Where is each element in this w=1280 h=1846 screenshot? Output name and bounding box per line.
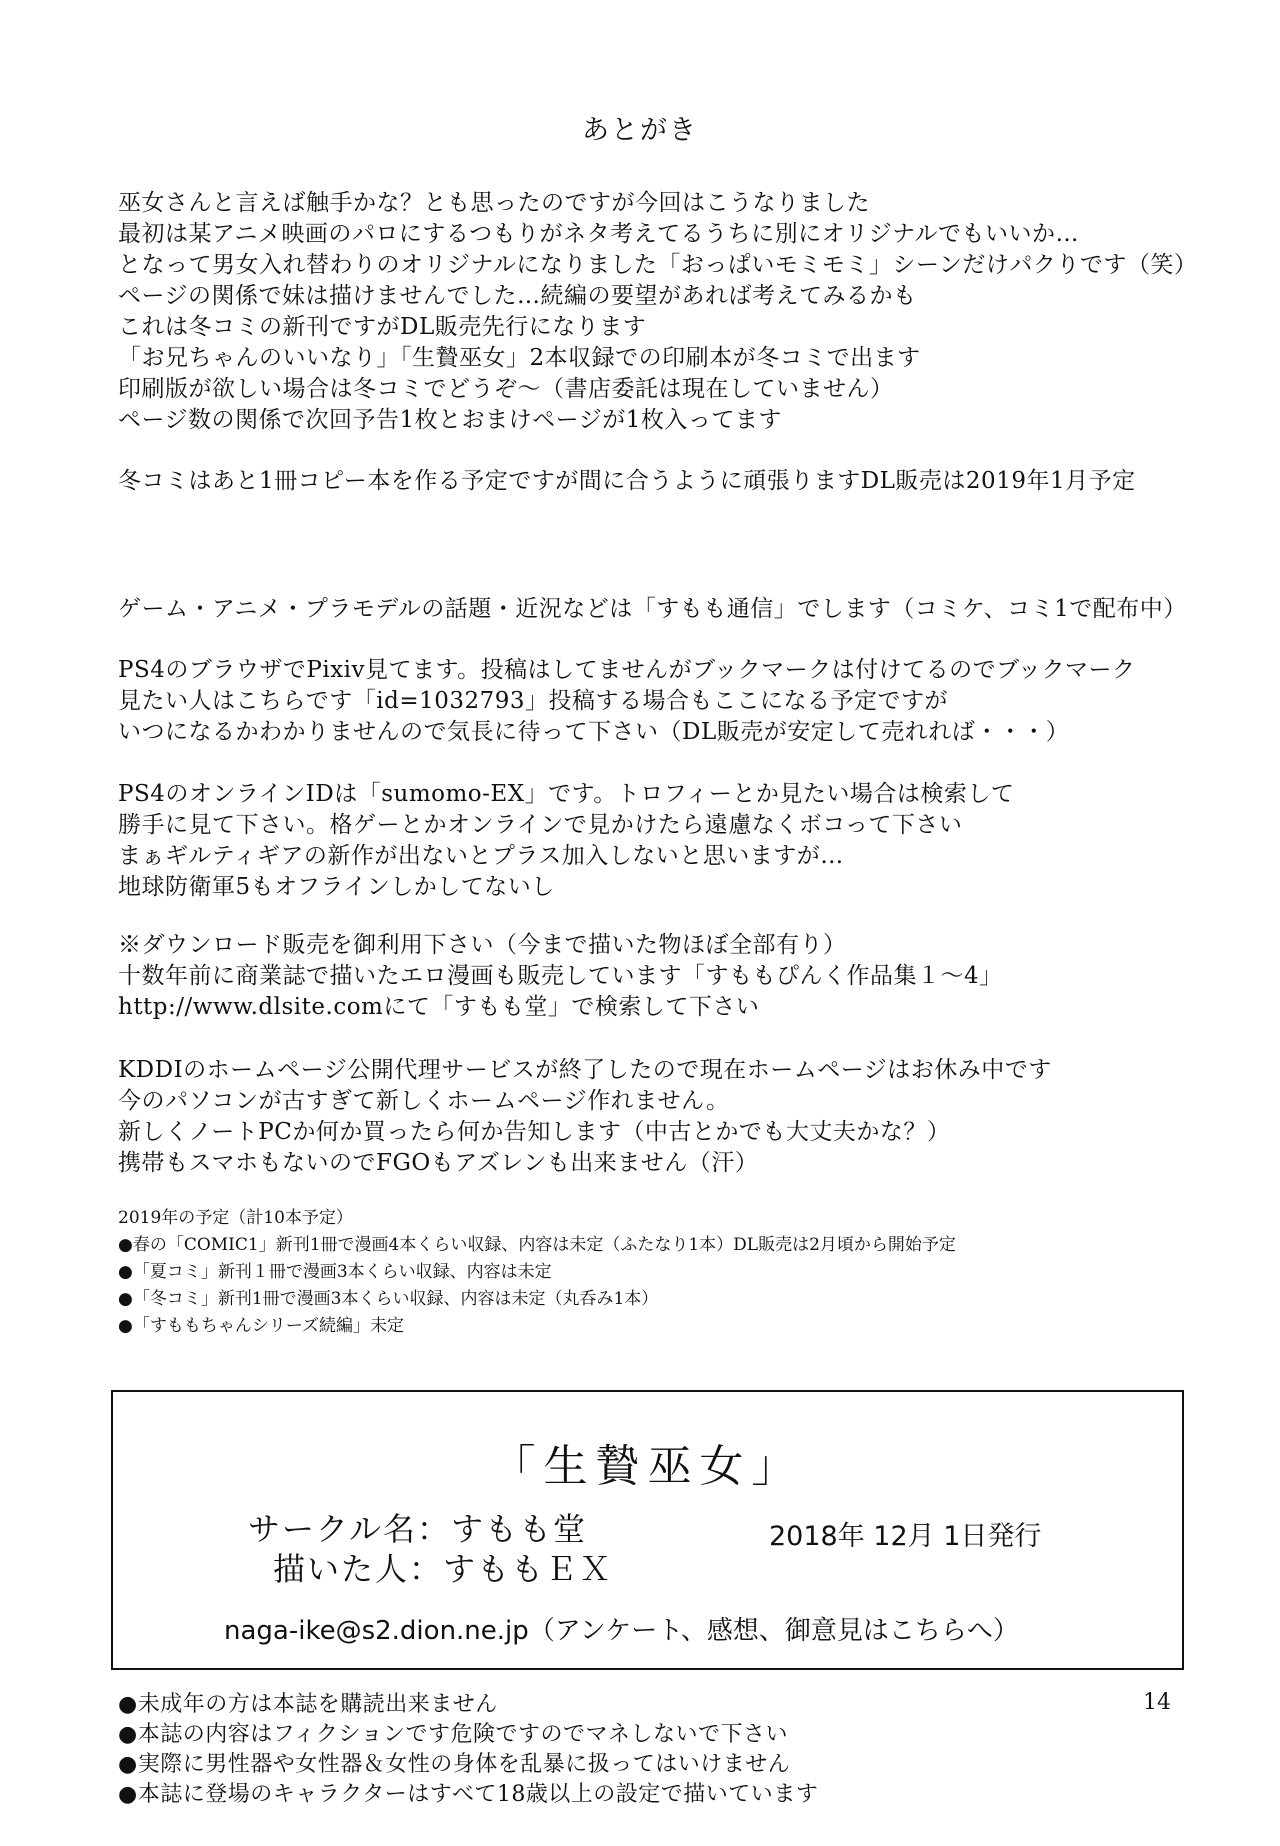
notice-item: ●実際に男性器や女性器＆女性の身体を乱暴に扱ってはいけません [118, 1752, 791, 1777]
contact-email: naga-ike@s2.dion.ne.jp（アンケート、感想、御意見はこちらへ） [224, 1616, 1019, 1646]
page-number: 14 [1143, 1690, 1171, 1715]
paragraph-online-id [118, 779, 1238, 903]
text-line: 冬コミはあと1冊コピー本を作る予定ですが間に合うように頑張りますDL販売は2019年1月予定 [118, 468, 1136, 494]
text-line: 最初は某アニメ映画のパロにするつもりがネタ考えてるうちに別にオリジナルでもいいか… [118, 221, 1079, 247]
text-line: 見たい人はこちらです「id=1032793」投稿する場合もここになる予定ですが [118, 688, 949, 714]
text-line: 今のパソコンが古すぎて新しくホームページ作れません。 [118, 1088, 730, 1114]
text-line: いつになるかわかりませんので気長に待って下さい（DL販売が安定して売れれば・・・） [118, 719, 1070, 745]
circle-name: サークル名：すもも堂 [248, 1510, 588, 1548]
text-line: 新しくノートPCか何か買ったら何か告知します（中古とかでも大丈夫かな？） [118, 1119, 951, 1145]
schedule-item: ●「夏コミ」新刊１冊で漫画3本くらい収録、内容は未定 [118, 1262, 552, 1282]
paragraph-homepage [118, 1055, 1238, 1179]
text-line: 勝手に見て下さい。格ゲーとかオンラインで見かけたら遠慮なくボコって下さい [118, 812, 963, 838]
text-line: PS4のブラウザでPixiv見てます。投稿はしてませんがブックマークは付けてるのでブックマーク [118, 657, 1136, 683]
text-line: ※ダウンロード販売を御利用下さい（今まで描いた物ほぼ全部有り） [118, 932, 847, 958]
text-line: http://www.dlsite.comにて「すもも堂」で検索して下さい [118, 994, 760, 1020]
author-name: 描いた人：すももＥＸ [273, 1550, 614, 1588]
text-line: ページ数の関係で次回予告1枚とおまけページが1枚入ってます [118, 407, 782, 433]
paragraph-winter-comiket [118, 466, 1238, 497]
schedule-item: ●春の「COMIC1」新刊1冊で漫画4本くらい収録、内容は未定（ふたなり1本）DL販売は2月頃から開始予定 [118, 1235, 956, 1255]
text-line: これは冬コミの新刊ですがDL販売先行になります [118, 314, 647, 340]
notice-item: ●本誌に登場のキャラクターはすべて18歳以上の設定で描いています [118, 1782, 819, 1807]
notice-list [118, 1690, 1018, 1810]
text-line: ゲーム・アニメ・プラモデルの話題・近況などは「すもも通信」でします（コミケ、コミ1で配布中） [118, 596, 1187, 622]
paragraph-pixiv [118, 655, 1238, 748]
notice-item: ●本誌の内容はフィクションです危険ですのでマネしないで下さい [118, 1722, 788, 1747]
text-line: 巫女さんと言えば触手かな？とも思ったのですが今回はこうなりました [118, 190, 870, 216]
text-line: 地球防衛軍5もオフラインしかしてないし [118, 874, 555, 900]
text-line: KDDIのホームページ公開代理サービスが終了したので現在ホームページはお休み中です [118, 1057, 1052, 1083]
paragraph-intro [118, 188, 1238, 436]
text-line: PS4のオンラインIDは「sumomo-EX」です。トロフィーとか見たい場合は検索して [118, 781, 1015, 807]
book-title: 「生贄巫女」 [491, 1441, 804, 1492]
schedule-item: ●「すももちゃんシリーズ続編」未定 [118, 1316, 404, 1336]
text-line: 十数年前に商業誌で描いたエロ漫画も販売しています「すももぴんく作品集１～4」 [118, 963, 1003, 989]
publish-date: 2018年 12月 1日発行 [769, 1521, 1042, 1552]
text-line: まぁギルティギアの新作が出ないとプラス加入しないと思いますが… [118, 843, 844, 869]
text-line: となって男女入れ替わりのオリジナルになりました「おっぱいモミモミ」シーンだけパクりです（笑） [118, 252, 1198, 278]
text-line: ページの関係で妹は描けませんでした…続編の要望があれば考えてみるかも [118, 283, 917, 309]
colophon-box [111, 1390, 1184, 1670]
schedule-item: ●「冬コミ」新刊1冊で漫画3本くらい収録、内容は未定（丸呑み1本） [118, 1289, 659, 1309]
text-line: 携帯もスマホもないのでFGOもアズレンも出来ません（汗） [118, 1150, 759, 1176]
notice-item: ●未成年の方は本誌を購読出来ません [118, 1692, 498, 1717]
paragraph-newsletter [118, 594, 1238, 625]
schedule-heading: 2019年の予定（計10本予定） [118, 1208, 353, 1228]
paragraph-download-sales [118, 930, 1238, 1023]
schedule-list [118, 1205, 1238, 1340]
page-title: あとがき [582, 115, 698, 146]
text-line: 印刷版が欲しい場合は冬コミでどうぞ～（書店委託は現在していません） [118, 376, 894, 402]
text-line: 「お兄ちゃんのいいなり」「生贄巫女」2本収録での印刷本が冬コミで出ます [118, 345, 921, 371]
